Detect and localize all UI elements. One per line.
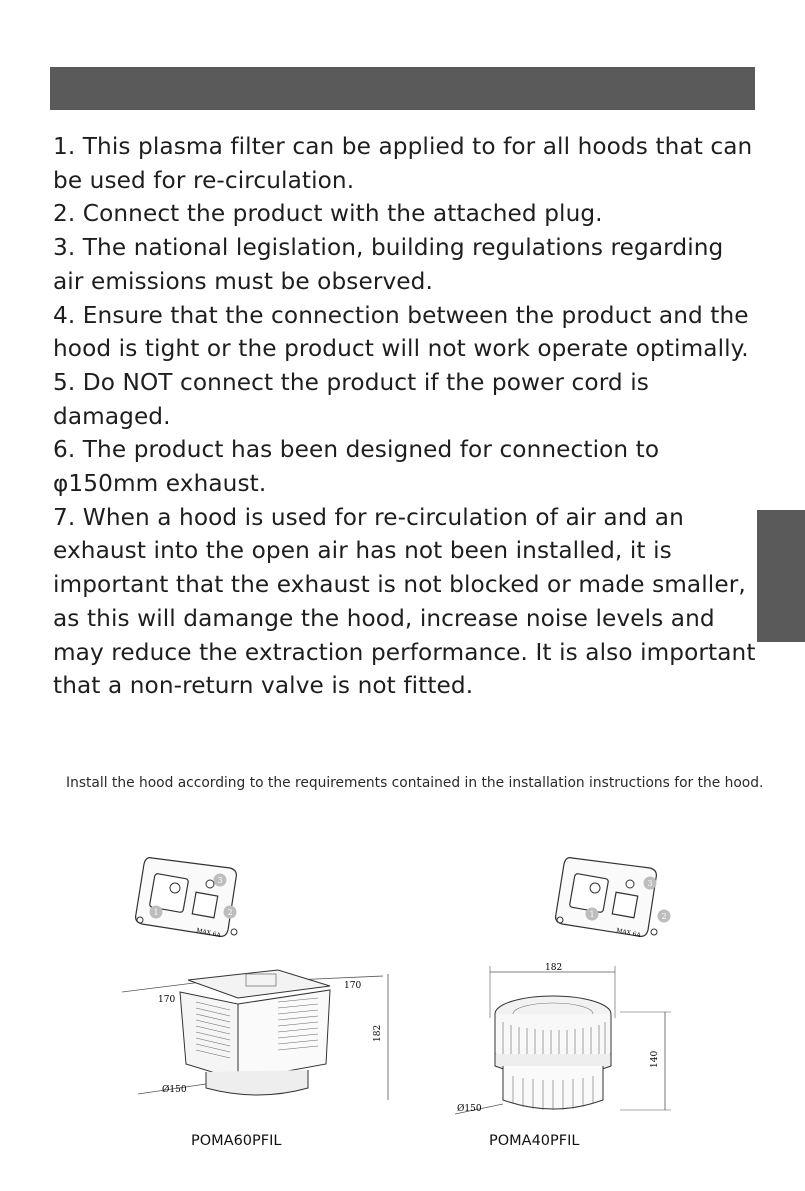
plug-inlet-icon: [192, 892, 217, 917]
callout-3: 3: [647, 879, 653, 888]
callout-1: 1: [153, 908, 159, 917]
instruction-item: 4. Ensure that the connection between the product and the hood is tight or the product will not work operate optimally.: [53, 301, 749, 363]
instruction-item: 2. Connect the product with the attached plug.: [53, 200, 603, 228]
side-section-tab: [757, 510, 805, 642]
dim-height: 140: [650, 1050, 660, 1068]
model-label-right: POMA40PFIL: [489, 1133, 580, 1149]
callout-1: 1: [589, 910, 595, 919]
instruction-list: [53, 130, 758, 703]
plate-text: MAX 6A: [195, 927, 222, 940]
control-plate-illustration-left: [130, 848, 245, 943]
dim-outlet: Ø150: [457, 1104, 482, 1114]
callout-2: 2: [661, 912, 667, 921]
instruction-item: 3. The national legislation, building regulations regarding air emissions must be observed.: [53, 234, 724, 295]
filter-unit-drawing-left: [118, 962, 398, 1107]
dim-width: 182: [545, 963, 563, 973]
instruction-item: 1. This plasma filter can be applied to for all hoods that can be used for re-circulation.: [53, 133, 753, 194]
dim-height: 182: [373, 1024, 383, 1042]
callout-2: 2: [227, 908, 233, 917]
instruction-item: 6. The product has been designed for connection to φ150mm exhaust.: [53, 436, 660, 498]
filter-unit-drawing-right: [445, 958, 695, 1128]
socket-icon: [569, 873, 608, 912]
dim-b: 170: [344, 981, 362, 991]
instruction-item: 5. Do NOT connect the product if the power cord is damaged.: [53, 368, 649, 430]
plate-text: MAX 6A: [615, 927, 642, 940]
control-plate-illustration-right: [548, 848, 673, 943]
section-header-bar: [50, 67, 755, 110]
install-note: Install the hood according to the requirements contained in the installation instructions for the hood.: [66, 775, 764, 791]
dim-a: 170: [158, 995, 176, 1005]
instruction-item: 7. When a hood is used for re-circulation of air and an exhaust into the open air has not been installed, it is important that the exhaust is not blocked or made smaller, as this will damange the hood, increase noise levels and may reduce the extraction performance. It is also important that a non-return valve is not fitted.: [53, 503, 756, 700]
dim-outlet: Ø150: [162, 1085, 187, 1095]
callout-3: 3: [217, 876, 223, 885]
plug-inlet-icon: [612, 892, 637, 917]
model-label-left: POMA60PFIL: [191, 1133, 282, 1149]
